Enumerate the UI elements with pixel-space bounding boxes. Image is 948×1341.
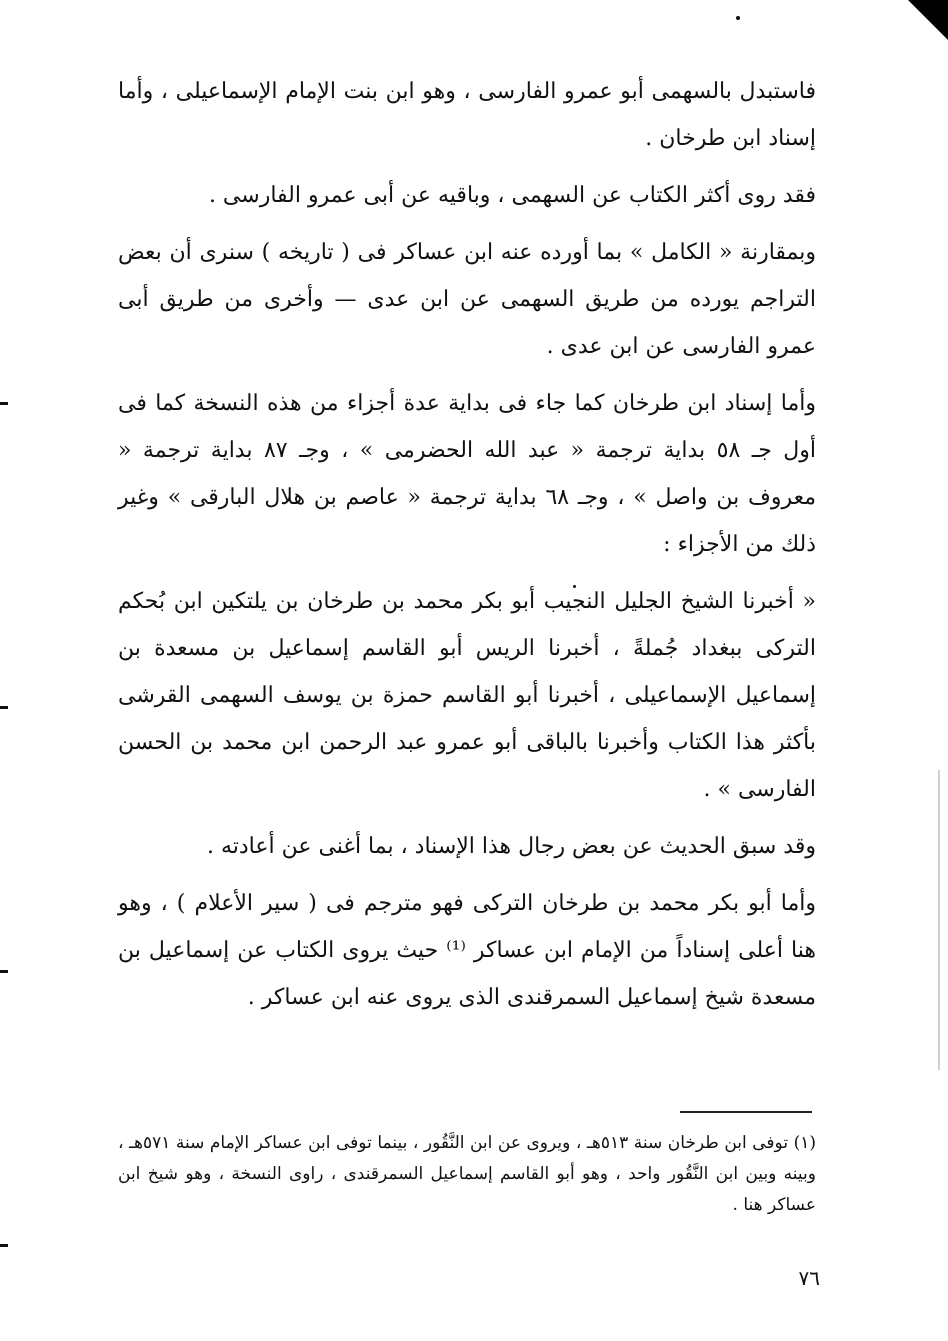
paragraph: وقد سبق الحديث عن بعض رجال هذا الإسناد ، بما أغنى عن أعادته .: [206, 834, 816, 859]
main-text: [118, 68, 816, 1031]
paragraph: فاستبدل بالسهمى أبو عمرو الفارسى ، وهو ابن بنت الإمام الإسماعيلى ، وأما إسناد ابن طرخان .: [118, 79, 816, 151]
paragraph: وبمقارنة « الكامل » بما أورده عنه ابن عساكر فى ( تاريخه ) سنرى أن بعض التراجم يورده من طريق السهمى عن ابن عدى — وأخرى من طريق أبى عمرو الفارسى عن ابن عدى .: [118, 240, 816, 359]
page-number: ٧٦: [798, 1266, 820, 1290]
margin-tick: [0, 1244, 8, 1247]
footnote-separator: [680, 1111, 812, 1113]
scan-speck: [736, 16, 740, 20]
paragraph: فقد روى أكثر الكتاب عن السهمى ، وباقيه عن أبى عمرو الفارسى .: [208, 183, 816, 208]
margin-tick: [0, 402, 8, 405]
quoted-isnad-paragraph: « أخبرنا الشيخ الجليل النجيب أبو بكر محمد بن طرخان بن يلتكين ابن بُحكم التركى ببغداد جُملةً ، أخبرنا الريس أبو القاسم إسماعيل بن مسعدة بن إسماعيل الإسماعيلى ، أخبرنا أبو القاسم حمزة بن يوسف السهمى القرشى بأكثر هذا الكتاب وأخبرنا بالباقى أبو عمرو عبد الرحمن ابن محمد بن الحسن الفارسى » .: [118, 589, 816, 802]
margin-tick: [0, 706, 8, 709]
margin-tick: [0, 970, 8, 973]
footnote: (١) توفى ابن طرخان سنة ٥١٣هـ ، ويروى عن ابن النَّقُور ، بينما توفى ابن عساكر الإمام سنة ٥٧١هـ ، وبينه وبين ابن النَّقُور واحد ، وهو أبو القاسم إسماعيل السمرقندى ، راوى النسخة ، وهو شيخ ابن عساكر هنا .: [118, 1133, 816, 1215]
paragraph: وأما إسناد ابن طرخان كما جاء فى بداية عدة أجزاء من هذه النسخة كما فى أول جـ ٥٨ بداية ترجمة « عبد الله الحضرمى » ، وجـ ٨٧ بداية ترجمة « معروف بن واصل » ، وجـ ٦٨ بداية ترجمة « عاصم بن هلال البارقى » وغير ذلك من الأجزاء :: [118, 391, 816, 557]
paragraph: وأما أبو بكر محمد بن طرخان التركى فهو مترجم فى ( سير الأعلام ) ، وهو هنا أعلى إسناداً من الإمام ابن عساكر ⁽¹⁾ حيث يروى الكتاب عن إسماعيل بن مسعدة شيخ إسماعيل السمرقندى الذى يروى عنه ابن عساكر .: [118, 891, 816, 1010]
page-edge-shadow: [938, 770, 940, 1070]
corner-triangle-mark: [908, 0, 948, 40]
